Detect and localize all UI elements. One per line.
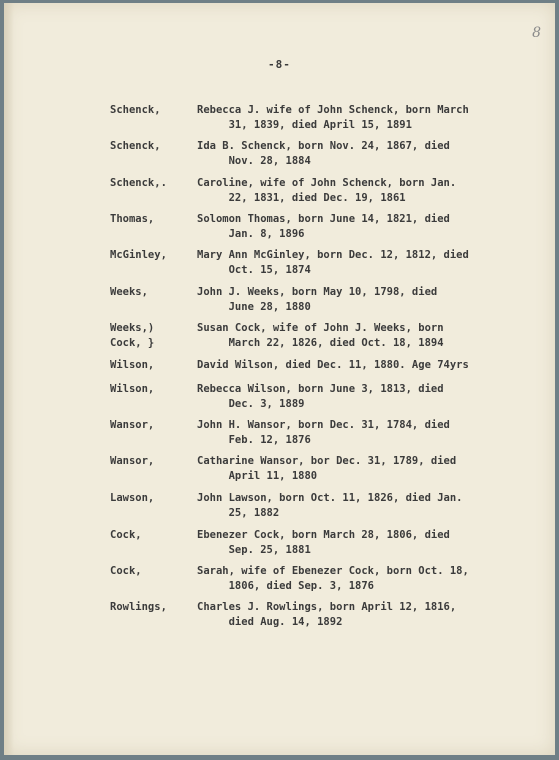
- record-surname: Thomas,: [110, 213, 155, 225]
- record-description: Ida B. Schenck, born Nov. 24, 1867, died Nov. 28, 1884: [197, 140, 450, 167]
- record-description: Charles J. Rowlings, born April 12, 1816, died Aug. 14, 1892: [197, 601, 457, 628]
- record-description: Rebecca J. wife of John Schenck, born March 31, 1839, died April 15, 1891: [197, 104, 469, 131]
- record-surname: Cock,: [110, 565, 142, 577]
- record-surname: Lawson,: [110, 492, 155, 504]
- record-description: John H. Wansor, born Dec. 31, 1784, died Feb. 12, 1876: [197, 419, 450, 446]
- record-description: Ebenezer Cock, born March 28, 1806, died Sep. 25, 1881: [197, 529, 450, 556]
- page-edge-shadow: [4, 3, 14, 755]
- record-surname: Wansor,: [110, 419, 155, 431]
- folio-number: 8: [532, 25, 541, 41]
- record-description: Sarah, wife of Ebenezer Cock, born Oct. 18, 1806, died Sep. 3, 1876: [197, 565, 469, 592]
- record-surname: Rowlings,: [110, 601, 167, 613]
- record-surname: Schenck,: [110, 104, 161, 116]
- record-description: Solomon Thomas, born June 14, 1821, died Jan. 8, 1896: [197, 213, 450, 240]
- record-description: John J. Weeks, born May 10, 1798, died June 28, 1880: [197, 286, 438, 313]
- record-description: David Wilson, died Dec. 11, 1880. Age 74yrs: [197, 359, 469, 371]
- record-description: Mary Ann McGinley, born Dec. 12, 1812, died Oct. 15, 1874: [197, 249, 469, 276]
- record-surname: Schenck,.: [110, 177, 167, 189]
- record-description: Susan Cock, wife of John J. Weeks, born March 22, 1826, died Oct. 18, 1894: [197, 322, 444, 349]
- record-description: John Lawson, born Oct. 11, 1826, died Jan. 25, 1882: [197, 492, 463, 519]
- record-surname: Schenck,: [110, 140, 161, 152]
- record-description: Catharine Wansor, bor Dec. 31, 1789, died April 11, 1880: [197, 455, 457, 482]
- record-description: Caroline, wife of John Schenck, born Jan. 22, 1831, died Dec. 19, 1861: [197, 177, 457, 204]
- document-page: [4, 3, 555, 755]
- record-description: Rebecca Wilson, born June 3, 1813, died Dec. 3, 1889: [197, 383, 444, 410]
- record-surname: Cock,: [110, 529, 142, 541]
- record-surname: Weeks,) Cock, }: [110, 322, 155, 349]
- record-surname: Wilson,: [110, 359, 155, 371]
- record-surname: Wansor,: [110, 455, 155, 467]
- record-surname: Weeks,: [110, 286, 148, 298]
- record-surname: McGinley,: [110, 249, 167, 261]
- page-number: -8-: [268, 58, 291, 71]
- record-surname: Wilson,: [110, 383, 155, 395]
